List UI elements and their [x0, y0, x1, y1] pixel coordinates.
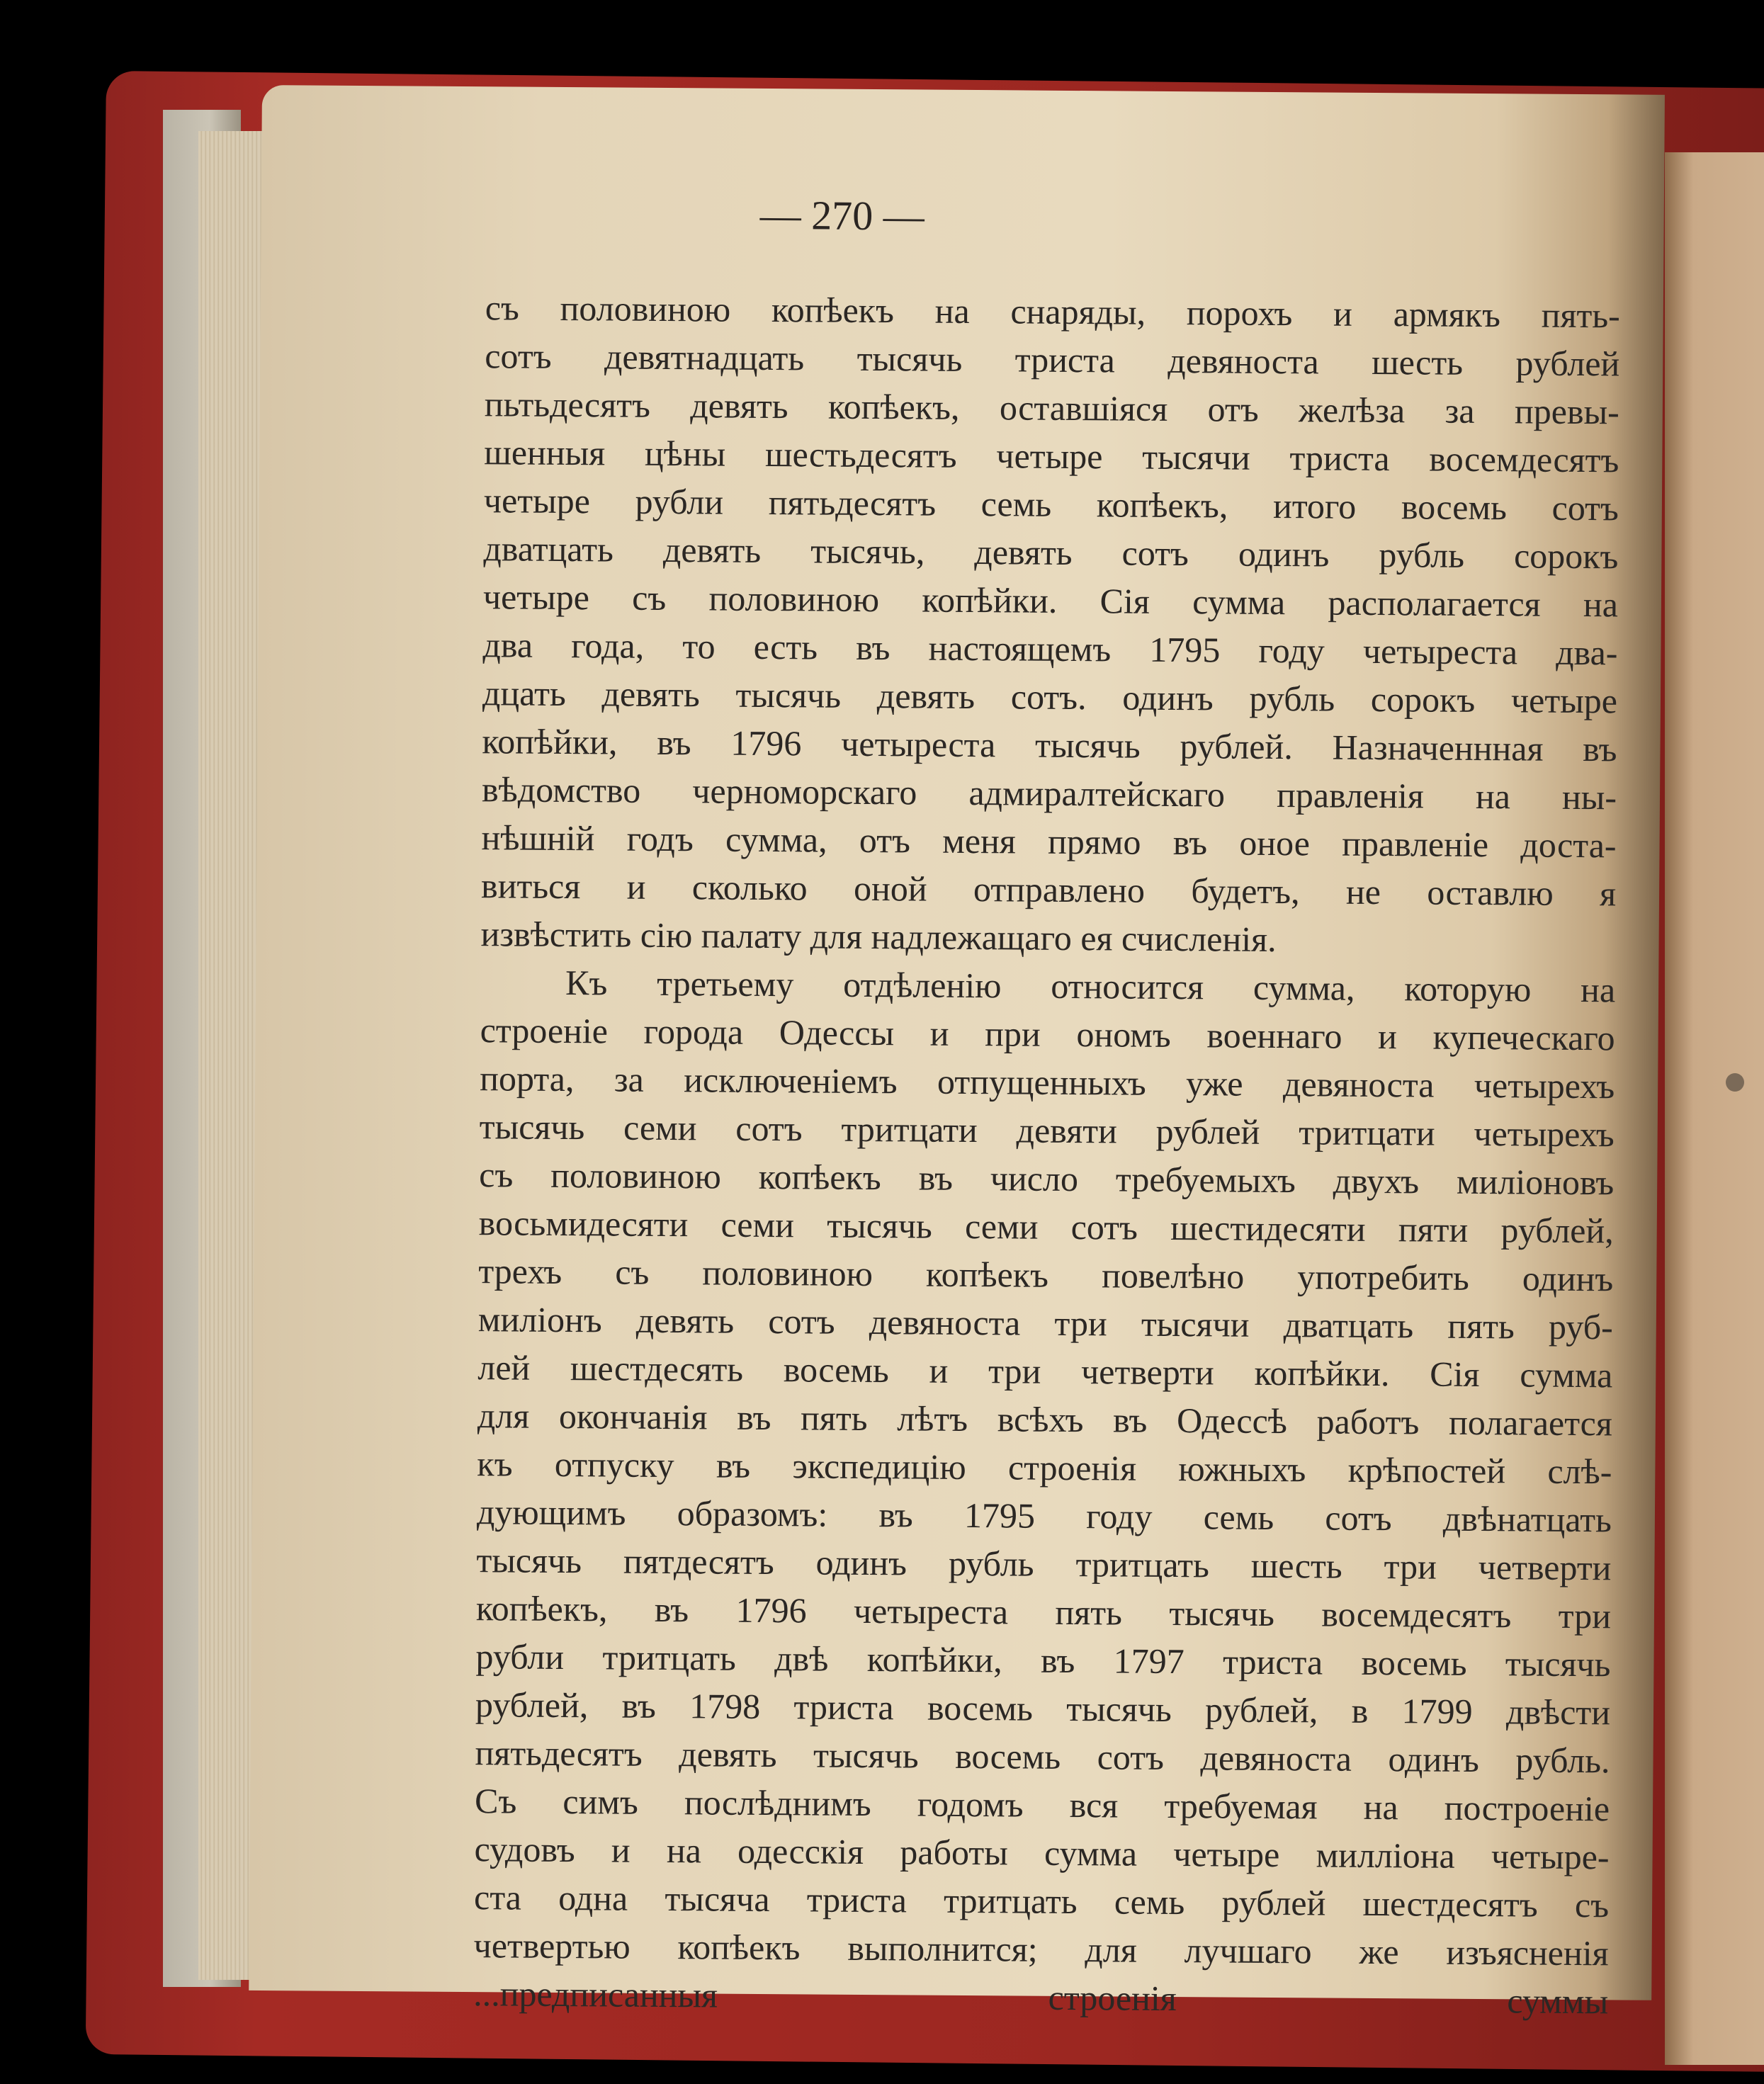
text-line: рубли тритцать двѣ копѣйки, въ 1797 триста восемь тысячь [475, 1636, 1611, 1684]
text-line: строенiе города Одессы и при ономъ военнаго и купеческаго [480, 1010, 1615, 1058]
text-line: тысячь семи сотъ тритцати девяти рублей тритцати четырехъ [479, 1106, 1615, 1155]
text-line: виться и сколько оной отправлено будетъ, не оставлю я [480, 866, 1617, 914]
text-line: ста одна тысяча триста тритцать семь рублей шестдесятъ съ [473, 1877, 1610, 1925]
page-text [473, 283, 1620, 2027]
text-line: для окончанiя въ пять лѣтъ всѣхъ въ Одессѣ работъ полагается [477, 1395, 1613, 1444]
text-line: судовъ и на одесскiя работы сумма четыре миллiона четыре- [474, 1829, 1610, 1877]
text-line: дующимъ образомъ: въ 1795 году семь сотъ двѣнатцать [476, 1492, 1612, 1540]
text-line: четыре съ половиною копѣйки. Сiя сумма располагается на [482, 577, 1619, 625]
text-line: Съ симъ послѣднимъ годомъ вся требуемая на построенiе [474, 1781, 1610, 1829]
text-line: шенныя цѣны шестьдесятъ четыре тысячи триста восемдесятъ [484, 432, 1619, 480]
page-number: — 270 — [759, 191, 925, 239]
text-line: съ половиною копѣекъ на снаряды, порохъ и армякъ пять- [485, 288, 1620, 336]
text-line: ...предписанныя строенiя суммы [473, 1973, 1609, 2022]
text-line: копѣйки, въ 1796 четыреста тысячь рублей. Назначеннная въ [482, 721, 1617, 769]
text-line: трехъ съ половиною копѣекъ повелѣно употребить одинъ [478, 1251, 1614, 1299]
adjacent-page [1665, 152, 1764, 2065]
text-line: милiонъ девять сотъ девяноста три тысячи дватцать пять руб- [477, 1299, 1614, 1347]
text-line: дцать девять тысячь девять сотъ. одинъ рубль сорокъ четыре [482, 673, 1618, 721]
text-line: четвертью копѣекъ выполнится; для лучшаго же изъясненiя [473, 1925, 1609, 1973]
text-line: пьтьдесятъ девять копѣекъ, оставшiяся отъ желѣза за превы- [484, 384, 1620, 432]
text-line: извѣстить сiю палату для надлежащаго ея счисленiя. [480, 914, 1277, 960]
text-line: вѣдомство черноморскаго адмиралтейскаго правленiя на ны- [481, 769, 1617, 817]
text-line: копѣекъ, въ 1796 четыреста пять тысячь восемдесятъ три [475, 1588, 1612, 1636]
text-line: рублей, въ 1798 триста восемь тысячь рублей, в 1799 двѣсти [475, 1684, 1611, 1733]
text-line: съ половиною копѣекъ въ число требуемыхъ двухъ милiоновъ [479, 1155, 1615, 1203]
text-line: восьмидесяти семи тысячь семи сотъ шестидесяти пяти рублей, [478, 1203, 1614, 1251]
text-line: четыре рубли пятьдесятъ семь копѣекъ, итого восемь сотъ [483, 480, 1619, 528]
text-line: лей шестдесять восемь и три четверти копѣйки. Сiя сумма [477, 1347, 1613, 1395]
text-line: тысячь пятдесятъ одинъ рубль тритцать шесть три четверти [476, 1540, 1612, 1588]
page-mark [1726, 1073, 1744, 1092]
text-line: порта, за исключенiемъ отпущенныхъ уже девяноста четырехъ [480, 1058, 1615, 1106]
book-page [249, 85, 1665, 2022]
text-line: два года, то есть въ настоящемъ 1795 году четыреста два- [482, 625, 1618, 673]
text-line: нѣшнiй годъ сумма, отъ меня прямо въ оное правленiе доста- [481, 817, 1617, 866]
text-line: сотъ девятнадцать тысячь триста девяноста шесть рублей [485, 336, 1620, 384]
text-line: къ отпуску въ экспедицiю строенiя южныхъ крѣпостей слѣ- [477, 1444, 1612, 1492]
text-line: пятьдесятъ девять тысячь восемь сотъ девяноста одинъ рубль. [475, 1733, 1610, 1781]
text-line: Къ третьему отдѣленiю относится сумма, которую на [565, 963, 1616, 1010]
text-line: дватцать девять тысячь, девять сотъ одинъ рубль сорокъ [483, 528, 1619, 577]
